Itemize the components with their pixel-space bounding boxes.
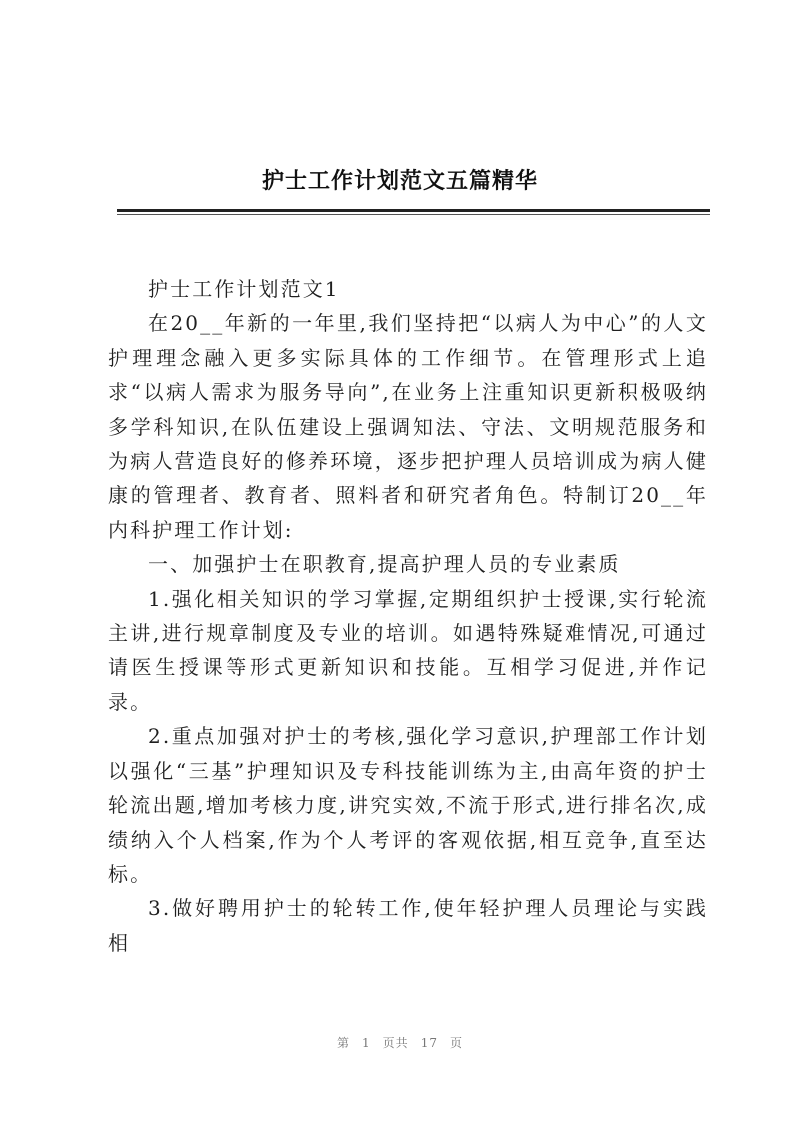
page-middle: 页共 xyxy=(382,1036,409,1050)
title-divider xyxy=(117,209,710,212)
page-suffix: 页 xyxy=(449,1036,463,1050)
section-heading: 护士工作计划范文1 xyxy=(148,277,340,301)
list-item-paragraph: 3.做好聘用护士的轮转工作,使年轻护理人员理论与实践相 xyxy=(108,896,708,955)
title-divider-thin xyxy=(117,214,710,215)
page-footer xyxy=(0,1034,800,1051)
page-current: 1 xyxy=(362,1036,371,1050)
page-label: 第 xyxy=(337,1036,351,1050)
page-total: 17 xyxy=(420,1036,438,1050)
intro-paragraph: 在20__年新的一年里,我们坚持把“以病人为中心”的人文护理理念融入更多实际具体的工作细节。在管理形式上追求“以病人需求为服务导向”,在业务上注重知识更新积极吸纳多学科知识,在队伍建设上强调知法、守法、文明规范服务和为病人营造良好的修养环境，逐步把护理人员培训成为病人健康的管理者、教育者、照料者和研究者角色。特制订20__年内科护理工作计划: xyxy=(108,311,708,542)
subsection-heading: 一、加强护士在职教育,提高护理人员的专业素质 xyxy=(148,552,621,577)
document-body xyxy=(108,272,708,960)
list-item-paragraph: 2.重点加强对护士的考核,强化学习意识,护理部工作计划以强化“三基”护理知识及专科技能训练为主,由高年资的护士轮流出题,增加考核力度,讲究实效,不流于形式,进行排名次,成绩纳入个人档案,作为个人考评的客观依据,相互竞争,直至达标。 xyxy=(108,724,708,886)
list-item-paragraph: 1.强化相关知识的学习掌握,定期组织护士授课,实行轮流主讲,进行规章制度及专业的培训。如遇特殊疑难情况,可通过请医生授课等形式更新知识和技能。互相学习促进,并作记录。 xyxy=(108,586,708,714)
document-title: 护士工作计划范文五篇精华 xyxy=(261,168,538,194)
